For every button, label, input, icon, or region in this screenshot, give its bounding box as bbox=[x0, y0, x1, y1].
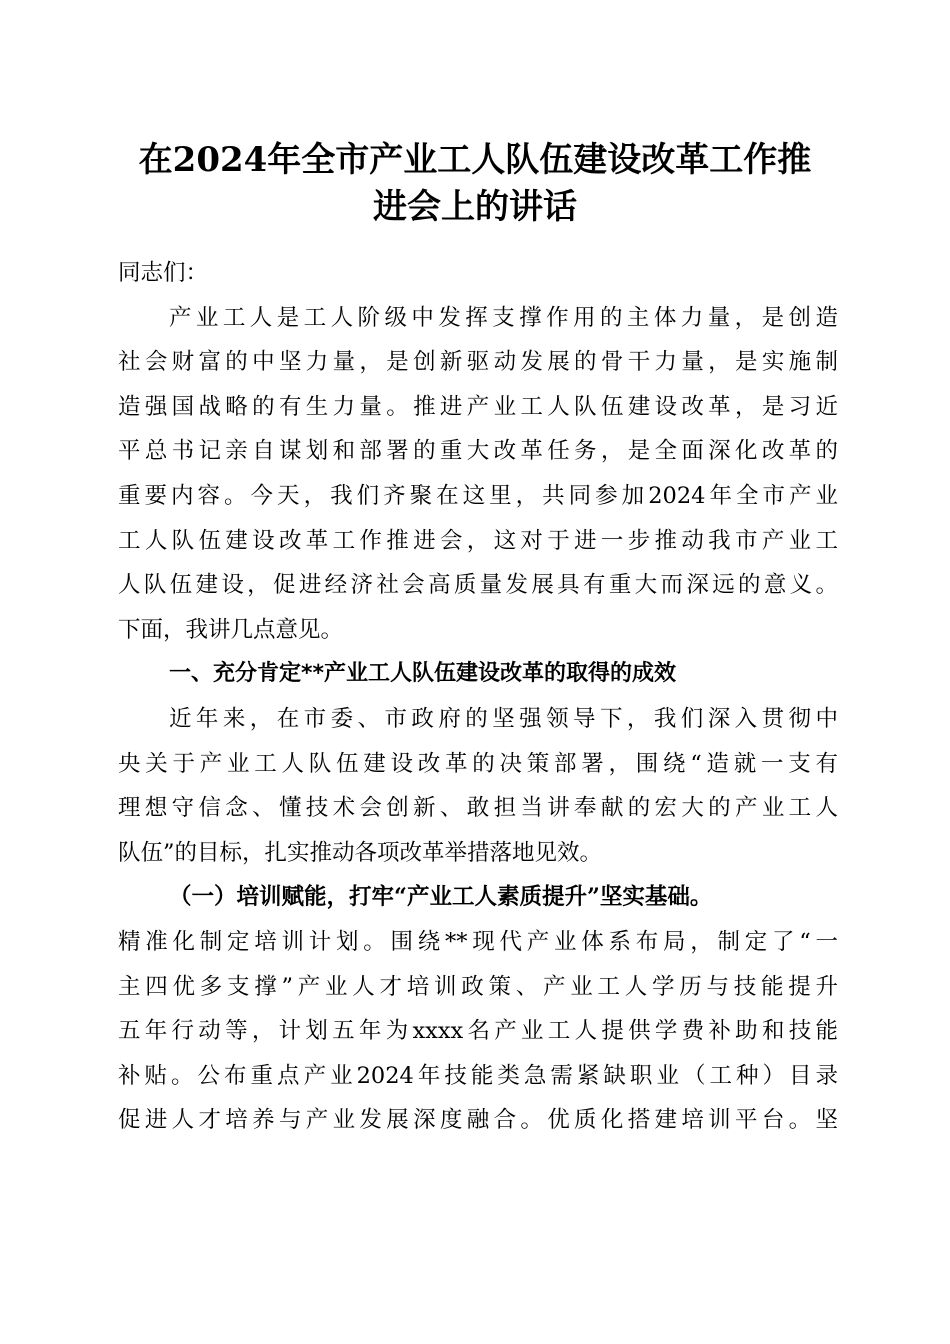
paragraph-line: 五年行动等，计划五年为xxxx名产业工人提供学费补助和技能 bbox=[118, 1018, 838, 1045]
paragraph-line: 平总书记亲自谋划和部署的重大改革任务，是全面深化改革的 bbox=[118, 438, 838, 465]
salutation: 同志们： bbox=[118, 260, 209, 286]
paragraph-line: 央关于产业工人队伍建设改革的决策部署，围绕“造就一支有 bbox=[118, 750, 838, 777]
paragraph-line: 主四优多支撑”产业人才培训政策、产业工人学历与技能提升 bbox=[118, 973, 838, 1000]
paragraph-line: 补贴。公布重点产业2024年技能类急需紧缺职业（工种）目录 bbox=[118, 1062, 838, 1089]
paragraph-line: 造强国战略的有生力量。推进产业工人队伍建设改革，是习近 bbox=[118, 393, 838, 420]
subsection-heading: （一）培训赋能，打牢“产业工人素质提升”坚实基础。 bbox=[169, 884, 713, 911]
document-title bbox=[80, 137, 870, 231]
paragraph-line: 产业工人是工人阶级中发挥支撑作用的主体力量，是创造 bbox=[169, 304, 838, 331]
section-heading: 一、充分肯定**产业工人队伍建设改革的取得的成效 bbox=[169, 661, 677, 687]
document-body bbox=[118, 251, 838, 1143]
paragraph-line: 近年来，在市委、市政府的坚强领导下，我们深入贯彻中 bbox=[169, 705, 838, 732]
paragraph-line: 下面，我讲几点意见。 bbox=[118, 616, 344, 643]
paragraph-line: 促进人才培养与产业发展深度融合。优质化搭建培训平台。坚 bbox=[118, 1107, 838, 1134]
paragraph-line: 理想守信念、懂技术会创新、敢担当讲奉献的宏大的产业工人 bbox=[118, 795, 838, 822]
paragraph-line: 队伍”的目标，扎实推动各项改革举措落地见效。 bbox=[118, 839, 603, 866]
paragraph-line: 工人队伍建设改革工作推进会，这对于进一步推动我市产业工 bbox=[118, 527, 838, 554]
paragraph-line: 重要内容。今天，我们齐聚在这里，共同参加2024年全市产业 bbox=[118, 482, 838, 509]
title-line-2: 进会上的讲话 bbox=[373, 187, 577, 227]
paragraph-line: 人队伍建设，促进经济社会高质量发展具有重大而深远的意义。 bbox=[118, 572, 838, 599]
paragraph-line: 精准化制定培训计划。围绕**现代产业体系布局，制定了“一 bbox=[118, 928, 838, 955]
title-line-1: 在2024年全市产业工人队伍建设改革工作推 bbox=[138, 140, 812, 180]
paragraph-line: 社会财富的中坚力量，是创新驱动发展的骨干力量，是实施制 bbox=[118, 349, 838, 376]
